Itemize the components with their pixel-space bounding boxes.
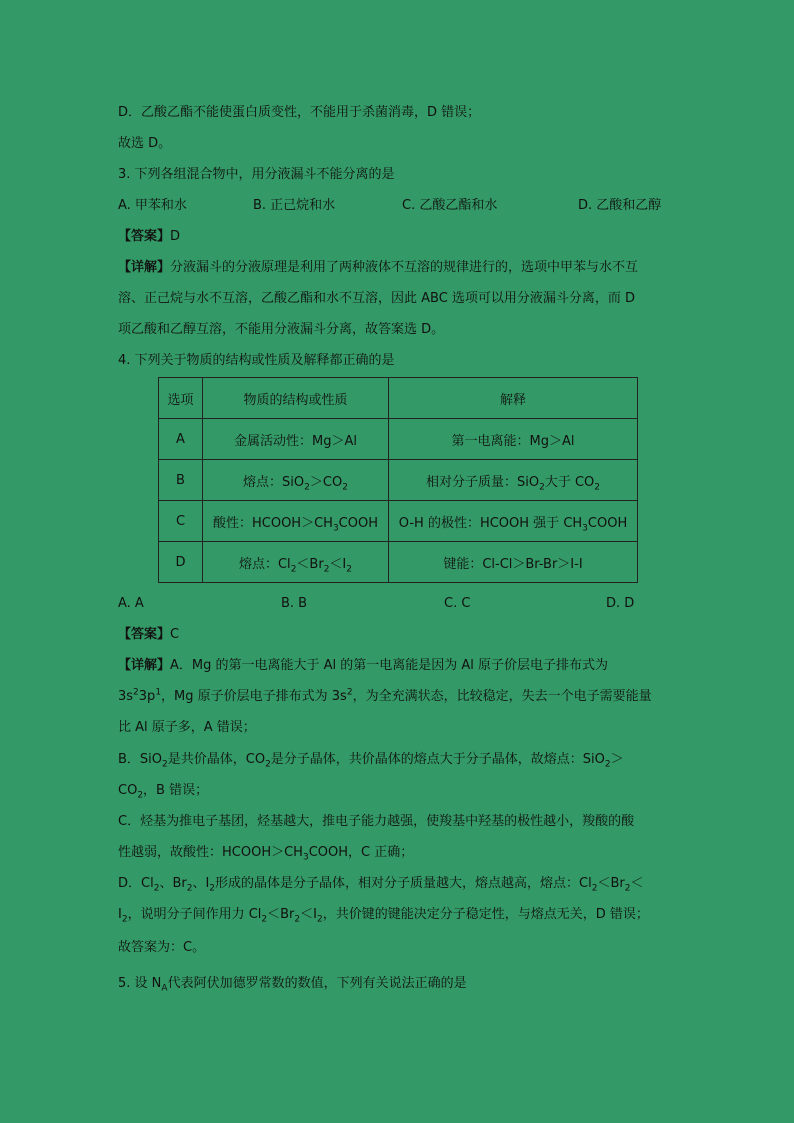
table-cell: 熔点：$Cl_2<Br_2<I_2$ — [203, 542, 389, 583]
q4-explanation-a-1: 【详解】A．Mg 的第一电离能大于 Al 的第一电离能是因为 Al 原子价层电子排布式为 — [118, 658, 609, 673]
q4-table — [158, 377, 638, 583]
q4-explanation-c-2: 性越弱，故酸性：$HCOOH>CH_3COOH$，C 正确； — [118, 845, 414, 863]
table-cell: A — [159, 419, 203, 460]
table-cell: 键能：Cl-Cl＞Br-Br＞I-I — [389, 542, 638, 583]
question-4-stem: 4. 下列关于物质的结构或性质及解释都正确的是 — [118, 353, 395, 368]
q3-option-d: D. 乙酸和乙醇 — [578, 198, 662, 213]
q4-explanation-c-1: C．烃基为推电子基团，烃基越大，推电子能力越强，使羧基中羟基的极性越小，羧酸的酸 — [118, 814, 635, 829]
table-header-cell: 物质的结构或性质 — [203, 378, 389, 419]
q3-explanation-line-3: 项乙酸和乙醇互溶，不能用分液漏斗分离，故答案选 D。 — [118, 322, 445, 337]
table-cell: 熔点：$SiO_2>CO_2$ — [203, 460, 389, 501]
table-cell: O-H 的极性：HCOOH 强于 $CH_3COOH$ — [389, 501, 638, 542]
question-5-stem: 5. 设 $N_A$代表阿伏加德罗常数的数值，下列有关说法正确的是 — [118, 976, 467, 994]
table-header-cell: 选项 — [159, 378, 203, 419]
q4-explanation-d-1: D．$Cl_2$、$Br_2$、$I_2$形成的晶体是分子晶体，相对分子质量越大，熔点越高，熔点：$Cl_2<Br_2<$ — [118, 876, 644, 894]
table-cell: 相对分子质量：SiO$_2$大于 $CO_2$ — [389, 460, 638, 501]
table-cell: 第一电离能：Mg＞Al — [389, 419, 638, 460]
q3-answer-value: D — [170, 229, 181, 244]
q3-explanation-line-2: 溶、正己烷与水不互溶，乙酸乙酯和水不互溶，因此 ABC 选项可以用分液漏斗分离，而 D — [118, 291, 636, 306]
table-row — [159, 419, 638, 460]
table-cell: B — [159, 460, 203, 501]
q3-option-a: A. 甲苯和水 — [118, 198, 187, 213]
q3-option-b: B. 正己烷和水 — [253, 198, 336, 213]
q4-explanation-b-2: $CO_2$，B 错误； — [118, 783, 209, 801]
q2-option-d-explanation: D．乙酸乙酯不能使蛋白质变性，不能用于杀菌消毒，D 错误； — [118, 105, 481, 120]
table-row — [159, 501, 638, 542]
table-row — [159, 460, 638, 501]
detail-label: 【详解】 — [118, 260, 171, 275]
q4-explanation-a-3: 比 Al 原子多，A 错误； — [118, 720, 256, 735]
q4-option-b: B. B — [281, 596, 308, 611]
q3-answer — [118, 227, 180, 247]
q4-explanation-a-2: $3s^23p^1$，Mg 原子价层电子排布式为 $3s^2$，为全充满状态，比较稳定，失去一个电子需要能量 — [118, 687, 652, 704]
table-header-row — [159, 378, 638, 419]
table-header-cell: 解释 — [389, 378, 638, 419]
answer-label: 【答案】 — [118, 229, 171, 244]
table-cell: 金属活动性：Mg＞Al — [203, 419, 389, 460]
table-cell: 酸性：$HCOOH>CH_3COOH$ — [203, 501, 389, 542]
table-cell: D — [159, 542, 203, 583]
table-row — [159, 542, 638, 583]
q4-option-a: A. A — [118, 596, 144, 611]
q4-option-c: C. C — [444, 596, 471, 611]
q4-conclusion: 故答案为：C。 — [118, 940, 206, 955]
table-cell: C — [159, 501, 203, 542]
q2-conclusion: 故选 D。 — [118, 136, 172, 151]
q4-explanation-b-1: B．SiO$_2$是共价晶体，$CO_2$是分子晶体，共价晶体的熔点大于分子晶体，故熔点：SiO$_2$＞ — [118, 752, 624, 770]
q4-option-d: D. D — [606, 596, 635, 611]
q4-answer: 【答案】C — [118, 627, 180, 642]
q4-explanation-d-2: $I_2$，说明分子间作用力 $Cl_2<Br_2<I_2$，共价键的键能决定分子稳定性，与熔点无关，D 错误； — [118, 907, 649, 925]
q3-explanation-line-1: 【详解】分液漏斗的分液原理是利用了两种液体不互溶的规律进行的，选项中甲苯与水不互 — [118, 260, 639, 275]
question-3-stem: 3. 下列各组混合物中，用分液漏斗不能分离的是 — [118, 167, 395, 182]
q3-option-c: C. 乙酸乙酯和水 — [402, 198, 498, 213]
